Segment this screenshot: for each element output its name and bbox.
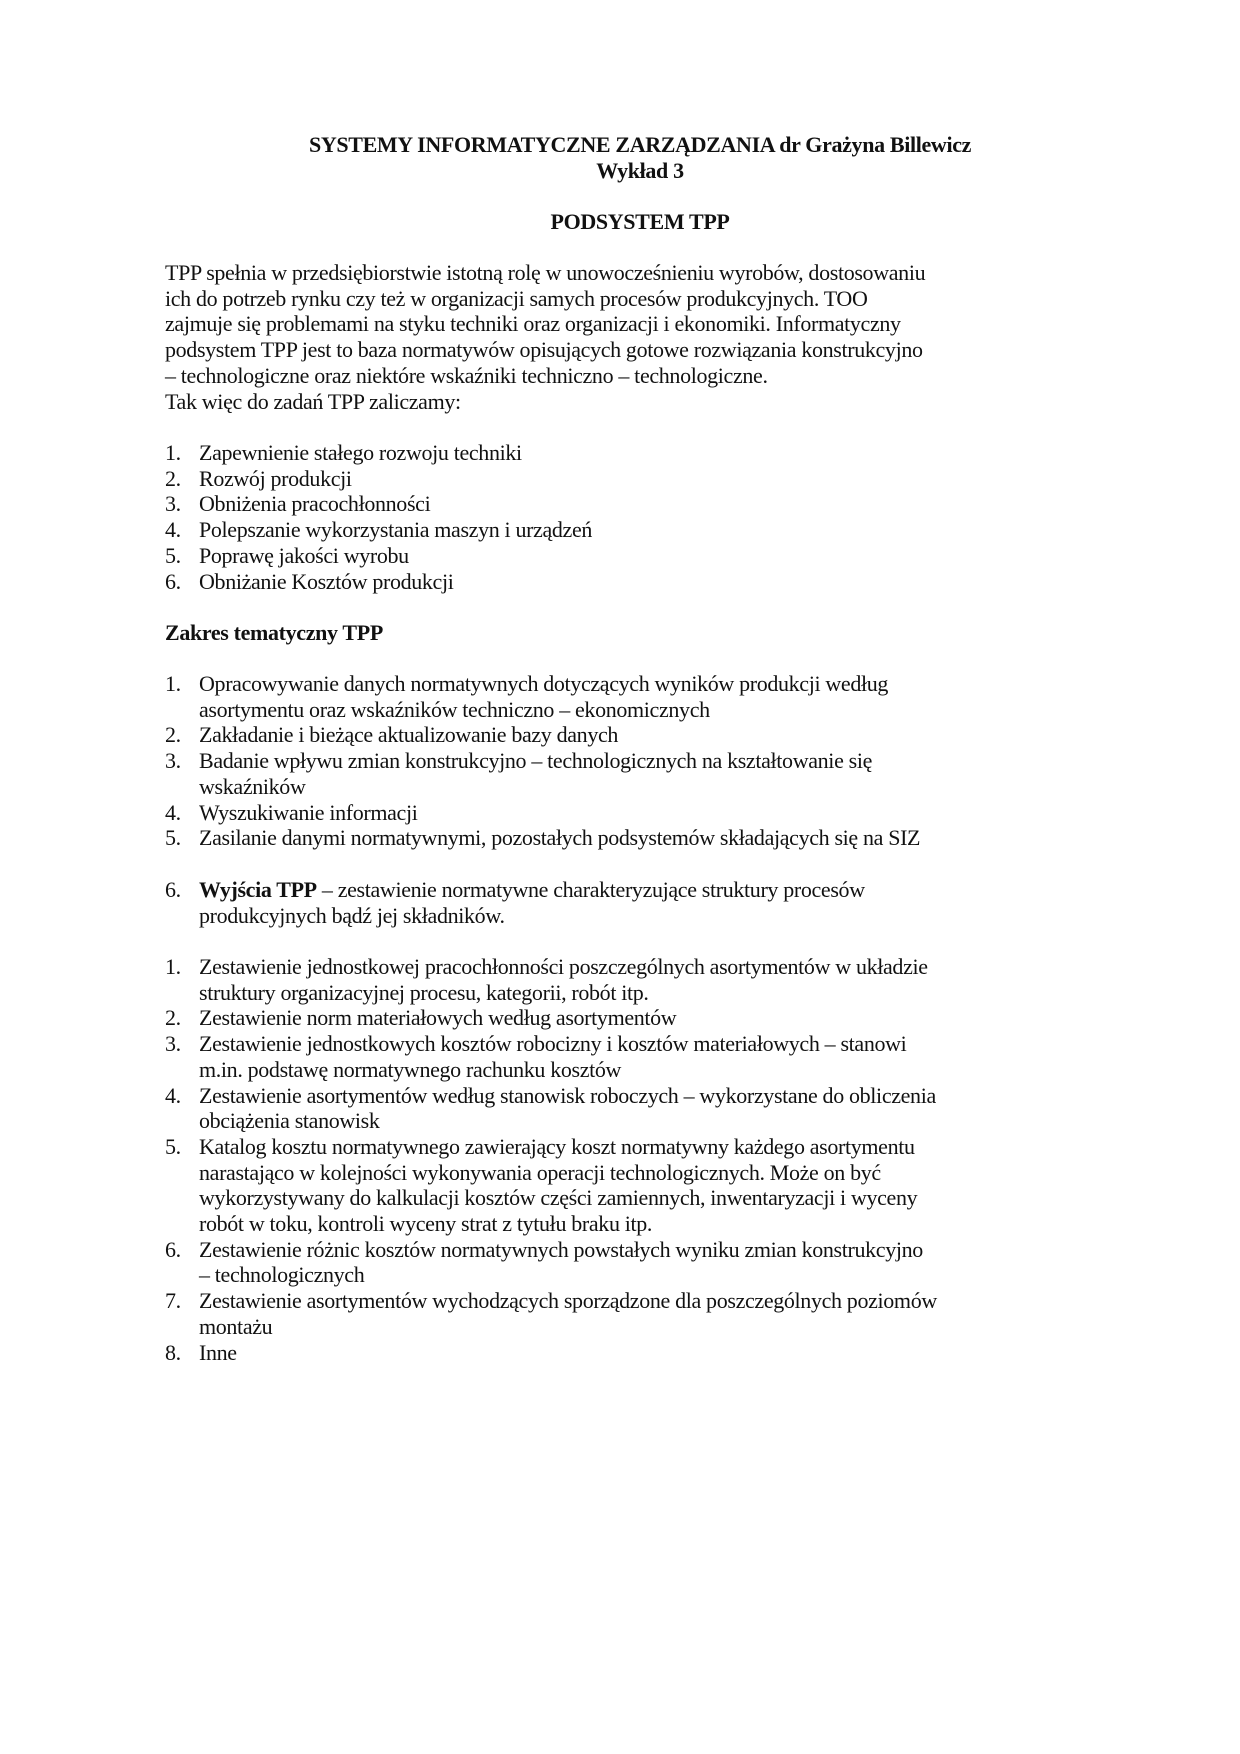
list-item (165, 722, 920, 748)
list-item-text: Obniżenia pracochłonności (199, 491, 431, 517)
list-item-text: montażu (199, 1313, 273, 1339)
intro-line: Tak więc do zadań TPP zaliczamy: (165, 388, 461, 414)
list-item (165, 517, 592, 543)
list-item-text: Zestawienie asortymentów według stanowisk roboczych – wykorzystane do obliczenia (199, 1082, 936, 1108)
list-number: 1. (165, 440, 181, 465)
list-item (165, 748, 920, 799)
list-item-text: Zasilanie danymi normatywnymi, pozostałych podsystemów składających się na SIZ (199, 825, 921, 851)
list-number: 4. (165, 517, 181, 543)
list-item-text: robót w toku, kontroli wyceny strat z tytułu braku itp. (199, 1211, 653, 1237)
list-item-text: narastająco w kolejności wykonywania operacji technologicznych. Może on być (199, 1159, 881, 1185)
list-number: 5. (165, 825, 181, 851)
list-item (165, 440, 592, 466)
list-number: 1. (165, 671, 181, 696)
list-item (165, 569, 592, 595)
list-item (165, 1340, 937, 1366)
list-item (165, 954, 937, 1005)
list-number: 6. (165, 877, 181, 902)
list-item-text: m.in. podstawę normatywnego rachunku kosztów (199, 1056, 622, 1082)
list-item (165, 1134, 937, 1237)
list-number: 2. (165, 722, 181, 748)
list-number: 2. (165, 1005, 181, 1031)
list-item-text: Inne (199, 1339, 237, 1365)
intro-line: podsystem TPP jest to baza normatywów opisujących gotowe rozwiązania konstrukcyjno (165, 337, 923, 363)
scope-heading: Zakres tematyczny TPP (165, 620, 383, 645)
list-item (165, 1031, 937, 1082)
list-item-text: Wyszukiwanie informacji (199, 799, 418, 825)
outputs-list (165, 954, 937, 1365)
list-item-text: – technologicznych (199, 1262, 365, 1288)
list-number: 4. (165, 799, 181, 825)
list-item (165, 800, 920, 826)
list-item (165, 491, 592, 517)
list-item-text: Zakładanie i bieżące aktualizowanie bazy danych (199, 722, 619, 748)
list-number: 5. (165, 1133, 181, 1159)
list-number: 2. (165, 465, 181, 491)
list-item-text: obciążenia stanowisk (199, 1108, 380, 1134)
document-title: SYSTEMY INFORMATYCZNE ZARZĄDZANIA dr Grażyna Billewicz (308, 132, 972, 157)
list-item-text: Badanie wpływu zmian konstrukcyjno – technologicznych na kształtowanie się (199, 748, 873, 774)
list-number: 5. (165, 542, 181, 568)
list-item-text: Poprawę jakości wyrobu (199, 542, 409, 568)
intro-line: ich do potrzeb rynku czy też w organizacji samych procesów produkcyjnych. TOO (165, 285, 868, 311)
list-item (165, 1005, 937, 1031)
intro-line: – technologiczne oraz niektóre wskaźniki techniczno – technologiczne. (165, 362, 768, 388)
outputs-label: Wyjścia TPP (199, 877, 317, 902)
outputs-description-line: produkcyjnych bądź jej składników. (199, 902, 505, 928)
list-number: 6. (165, 568, 181, 594)
list-number: 6. (165, 1236, 181, 1262)
list-number: 1. (165, 954, 181, 979)
list-item-text: Zestawienie jednostkowej pracochłonności poszczególnych asortymentów w układzie (199, 954, 928, 979)
list-number: 3. (165, 491, 181, 517)
list-item-text: Rozwój produkcji (199, 465, 352, 491)
scope-list (165, 671, 920, 851)
list-item-text: Zestawienie różnic kosztów normatywnych powstałych wyniku zmian konstrukcyjno (199, 1236, 923, 1262)
list-item (165, 825, 920, 851)
lecture-number: Wykład 3 (596, 158, 684, 183)
list-item (165, 877, 865, 928)
list-number: 3. (165, 748, 181, 774)
list-item (165, 1237, 937, 1288)
list-number: 8. (165, 1339, 181, 1365)
list-number: 3. (165, 1031, 181, 1057)
list-item-text: Opracowywanie danych normatywnych dotyczących wyników produkcji według (199, 671, 889, 696)
list-item-text: wykorzystywany do kalkulacji kosztów części zamiennych, inwentaryzacji i wyceny (199, 1185, 918, 1211)
list-item (165, 543, 592, 569)
list-item (165, 1083, 937, 1134)
list-item (165, 1288, 937, 1339)
list-item-text: Katalog kosztu normatywnego zawierający koszt normatywny każdego asortymentu (199, 1133, 915, 1159)
list-item-text: struktury organizacyjnej procesu, kategorii, robót itp. (199, 979, 649, 1005)
tasks-list (165, 440, 592, 594)
intro-line: TPP spełnia w przedsiębiorstwie istotną rolę w unowocześnieniu wyrobów, dostosowaniu (165, 260, 926, 285)
list-item-text: Polepszanie wykorzystania maszyn i urządzeń (199, 517, 593, 543)
outputs-description: – zestawienie normatywne charakteryzujące struktury procesów (316, 877, 865, 902)
intro-paragraph (165, 260, 925, 414)
section-title: PODSYSTEM TPP (550, 209, 730, 234)
list-item (165, 466, 592, 492)
intro-line: zajmuje się problemami na styku techniki oraz organizacji i ekonomiki. Informatyczny (165, 311, 901, 337)
list-number: 4. (165, 1082, 181, 1108)
list-item-text: Zapewnienie stałego rozwoju techniki (199, 440, 522, 465)
list-item-text: wskaźników (199, 773, 306, 799)
list-item-text: asortymentu oraz wskaźników techniczno – ekonomicznych (199, 696, 710, 722)
list-item (165, 671, 920, 722)
list-item-text: Zestawienie asortymentów wychodzących sporządzone dla poszczególnych poziomów (199, 1288, 937, 1314)
list-item-text: Obniżanie Kosztów produkcji (199, 568, 454, 594)
list-number: 7. (165, 1288, 181, 1314)
list-item-text: Zestawienie norm materiałowych według asortymentów (199, 1005, 677, 1031)
list-item-text: Zestawienie jednostkowych kosztów robocizny i kosztów materiałowych – stanowi (199, 1031, 907, 1057)
outputs-item (165, 877, 865, 928)
